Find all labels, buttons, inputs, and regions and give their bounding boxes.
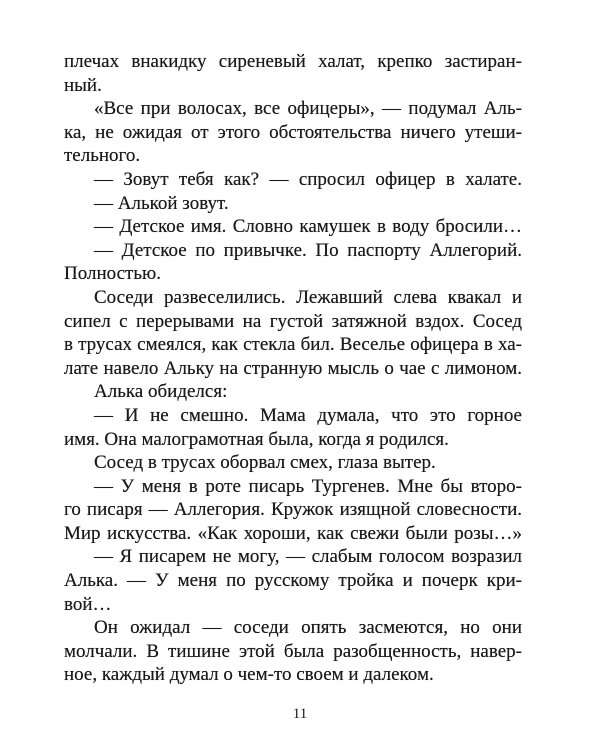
text-line: сипел с перерывами на густой затяжной вздох. Сосед [64,310,522,332]
text-line: ное, каждый думал о чем-то своем и далеком. [64,664,434,686]
text-line: плечах внакидку сиреневый халат, крепко застиран- [64,51,522,72]
text-line: «Все при волосах, все офицеры», — подумал Аль- [94,98,522,120]
text-line: — И не смешно. Мама думала, что это горное [94,404,522,426]
text-line: Мир искусства. «Как хороши, как свежи были розы…» [64,522,522,544]
text-line: Алька обиделся: [94,381,228,403]
text-line: — Зовут тебя как? — спросил офицер в халате. [94,168,522,190]
text-line: Он ожидал — соседи опять засмеются, но они [94,617,522,639]
text-line: в трусах смеялся, как стекла бил. Веселье офицера в ха- [64,334,522,356]
page-body-text [64,50,522,687]
page-number: 11 [292,706,308,722]
text-line: — У меня в роте писарь Тургенев. Мне бы второ- [94,475,522,497]
text-line: тельного. [64,145,141,167]
text-line: Сосед в трусах оборвал смех, глаза вытер. [94,452,436,474]
text-line: ный. [64,74,102,96]
text-line: Соседи развеселились. Лежавший слева квакал и [94,286,522,308]
text-line: Полностью. [64,263,161,285]
text-line: имя. Она малограмотная была, когда я родился. [64,428,449,450]
text-line: — Детское по привычке. По паспорту Аллегорий. [94,239,522,261]
text-line: Алька. — У меня по русскому тройка и почерк кри- [64,570,522,592]
text-line: — Я писарем не могу, — слабым голосом возразил [94,546,522,568]
text-line: — Алькой зовут. [94,192,229,214]
text-line: молчали. В тишине этой была разобщенность, навер- [64,640,522,662]
text-line: вой… [64,593,112,615]
text-line: ка, не ожидая от этого обстоятельства ничего утеши- [64,121,522,143]
text-line: — Детское имя. Словно камушек в воду бросили… [94,216,522,238]
text-line: го писаря — Аллегория. Кружок изящной словесности. [64,499,522,521]
text-line: лате навело Альку на странную мысль о чае с лимоном. [64,357,522,379]
